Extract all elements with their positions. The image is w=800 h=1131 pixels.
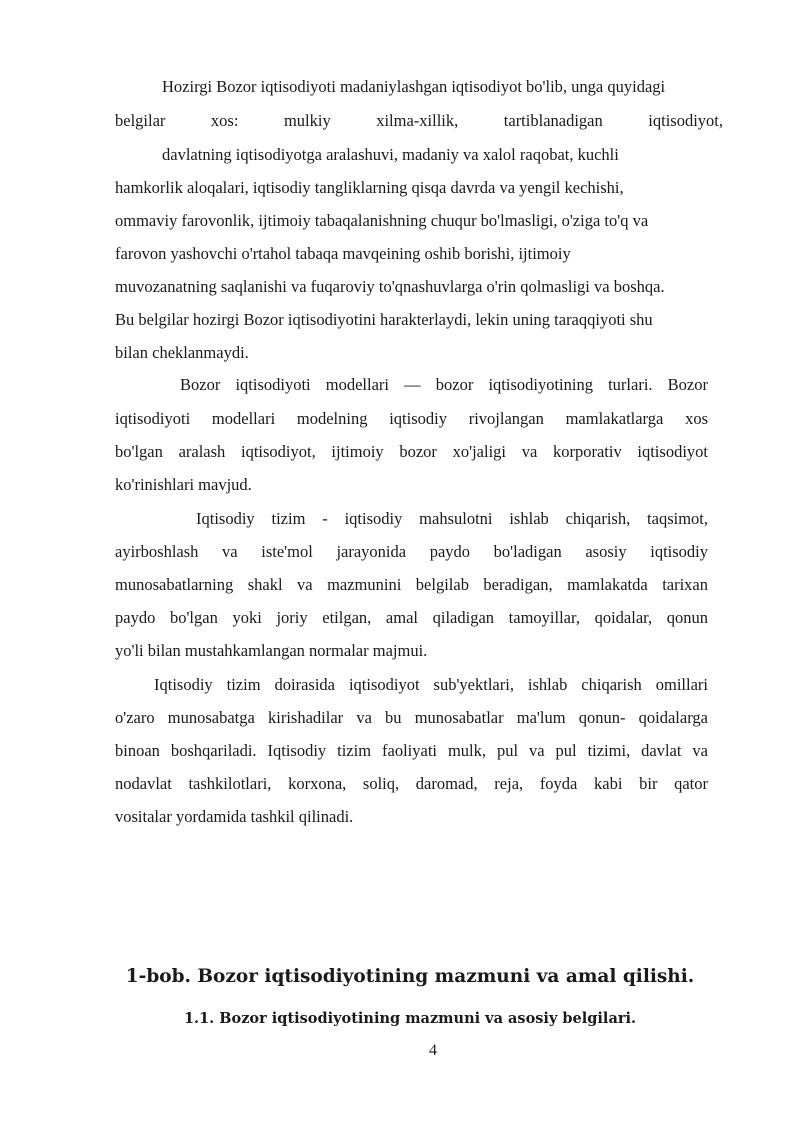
paragraph-1-line-5: ommaviy farovonlik, ijtimoiy tabaqalanishning chuqur bo'lmasligi, o'ziga to'q va — [115, 211, 649, 230]
paragraph-1-line-4: hamkorlik aloqalari, iqtisodiy tangliklarning qisqa davrda va yengil kechishi, — [115, 178, 624, 197]
paragraph-1-line-8: Bu belgilar hozirgi Bozor iqtisodiyotini harakterlaydi, lekin uning taraqqiyoti shu — [115, 310, 653, 329]
paragraph-4-line-1: Iqtisodiy tizim doirasida iqtisodiyot sub'yektlari, ishlab chiqarish omillari — [154, 675, 708, 694]
page-number: 4 — [429, 1042, 437, 1059]
paragraph-2-line-2: iqtisodiyoti modellari modelning iqtisodiy rivojlangan mamlakatlarga xos — [115, 409, 708, 428]
paragraph-2-line-3: bo'lgan aralash iqtisodiyot, ijtimoiy bozor xo'jaligi va korporativ iqtisodiyot — [115, 442, 708, 461]
paragraph-1-line-9: bilan cheklanmaydi. — [115, 343, 249, 362]
paragraph-3-line-2: ayirboshlash va iste'mol jarayonida paydo bo'ladigan asosiy iqtisodiy — [115, 542, 708, 561]
paragraph-4-line-2: o'zaro munosabatga kirishadilar va bu munosabatlar ma'lum qonun- qoidalarga — [115, 708, 708, 727]
paragraph-1-line-2: belgilar xos: mulkiy xilma-xillik, tartiblanadigan iqtisodiyot, — [115, 111, 723, 130]
paragraph-4-line-4: nodavlat tashkilotlari, korxona, soliq, daromad, reja, foyda kabi bir qator — [115, 774, 708, 793]
paragraph-4-line-5: vositalar yordamida tashkil qilinadi. — [115, 807, 354, 826]
section-heading: 1.1. Bozor iqtisodiyotining mazmuni va asosiy belgilari. — [183, 1010, 637, 1027]
paragraph-4-line-3: binoan boshqariladi. Iqtisodiy tizim faoliyati mulk, pul va pul tizimi, davlat va — [115, 741, 708, 760]
paragraph-1-line-3: davlatning iqtisodiyotga aralashuvi, madaniy va xalol raqobat, kuchli — [162, 145, 619, 164]
paragraph-3-line-4: paydo bo'lgan yoki joriy etilgan, amal qiladigan tamoyillar, qoidalar, qonun — [115, 608, 708, 627]
paragraph-1-line-6: farovon yashovchi o'rtahol tabaqa mavqeining oshib borishi, ijtimoiy — [115, 244, 571, 263]
paragraph-2-line-1: Bozor iqtisodiyoti modellari — bozor iqtisodiyotining turlari. Bozor — [180, 375, 708, 394]
paragraph-3-line-1: Iqtisodiy tizim - iqtisodiy mahsulotni ishlab chiqarish, taqsimot, — [196, 509, 708, 528]
paragraph-1-line-7: muvozanatning saqlanishi va fuqaroviy to'qnashuvlarga o'rin qolmasligi va boshqa. — [115, 277, 665, 296]
paragraph-1-line-1: Hozirgi Bozor iqtisodiyoti madaniylashgan iqtisodiyot bo'lib, unga quyidagi — [162, 77, 666, 96]
paragraph-3-line-5: yo'li bilan mustahkamlangan normalar majmui. — [115, 641, 428, 660]
paragraph-3-line-3: munosabatlarning shakl va mazmunini belgilab beradigan, mamlakatda tarixan — [115, 575, 708, 594]
chapter-heading: 1-bob. Bozor iqtisodiyotining mazmuni va amal qilishi. — [125, 966, 695, 987]
paragraph-2-line-4: ko'rinishlari mavjud. — [115, 475, 252, 494]
